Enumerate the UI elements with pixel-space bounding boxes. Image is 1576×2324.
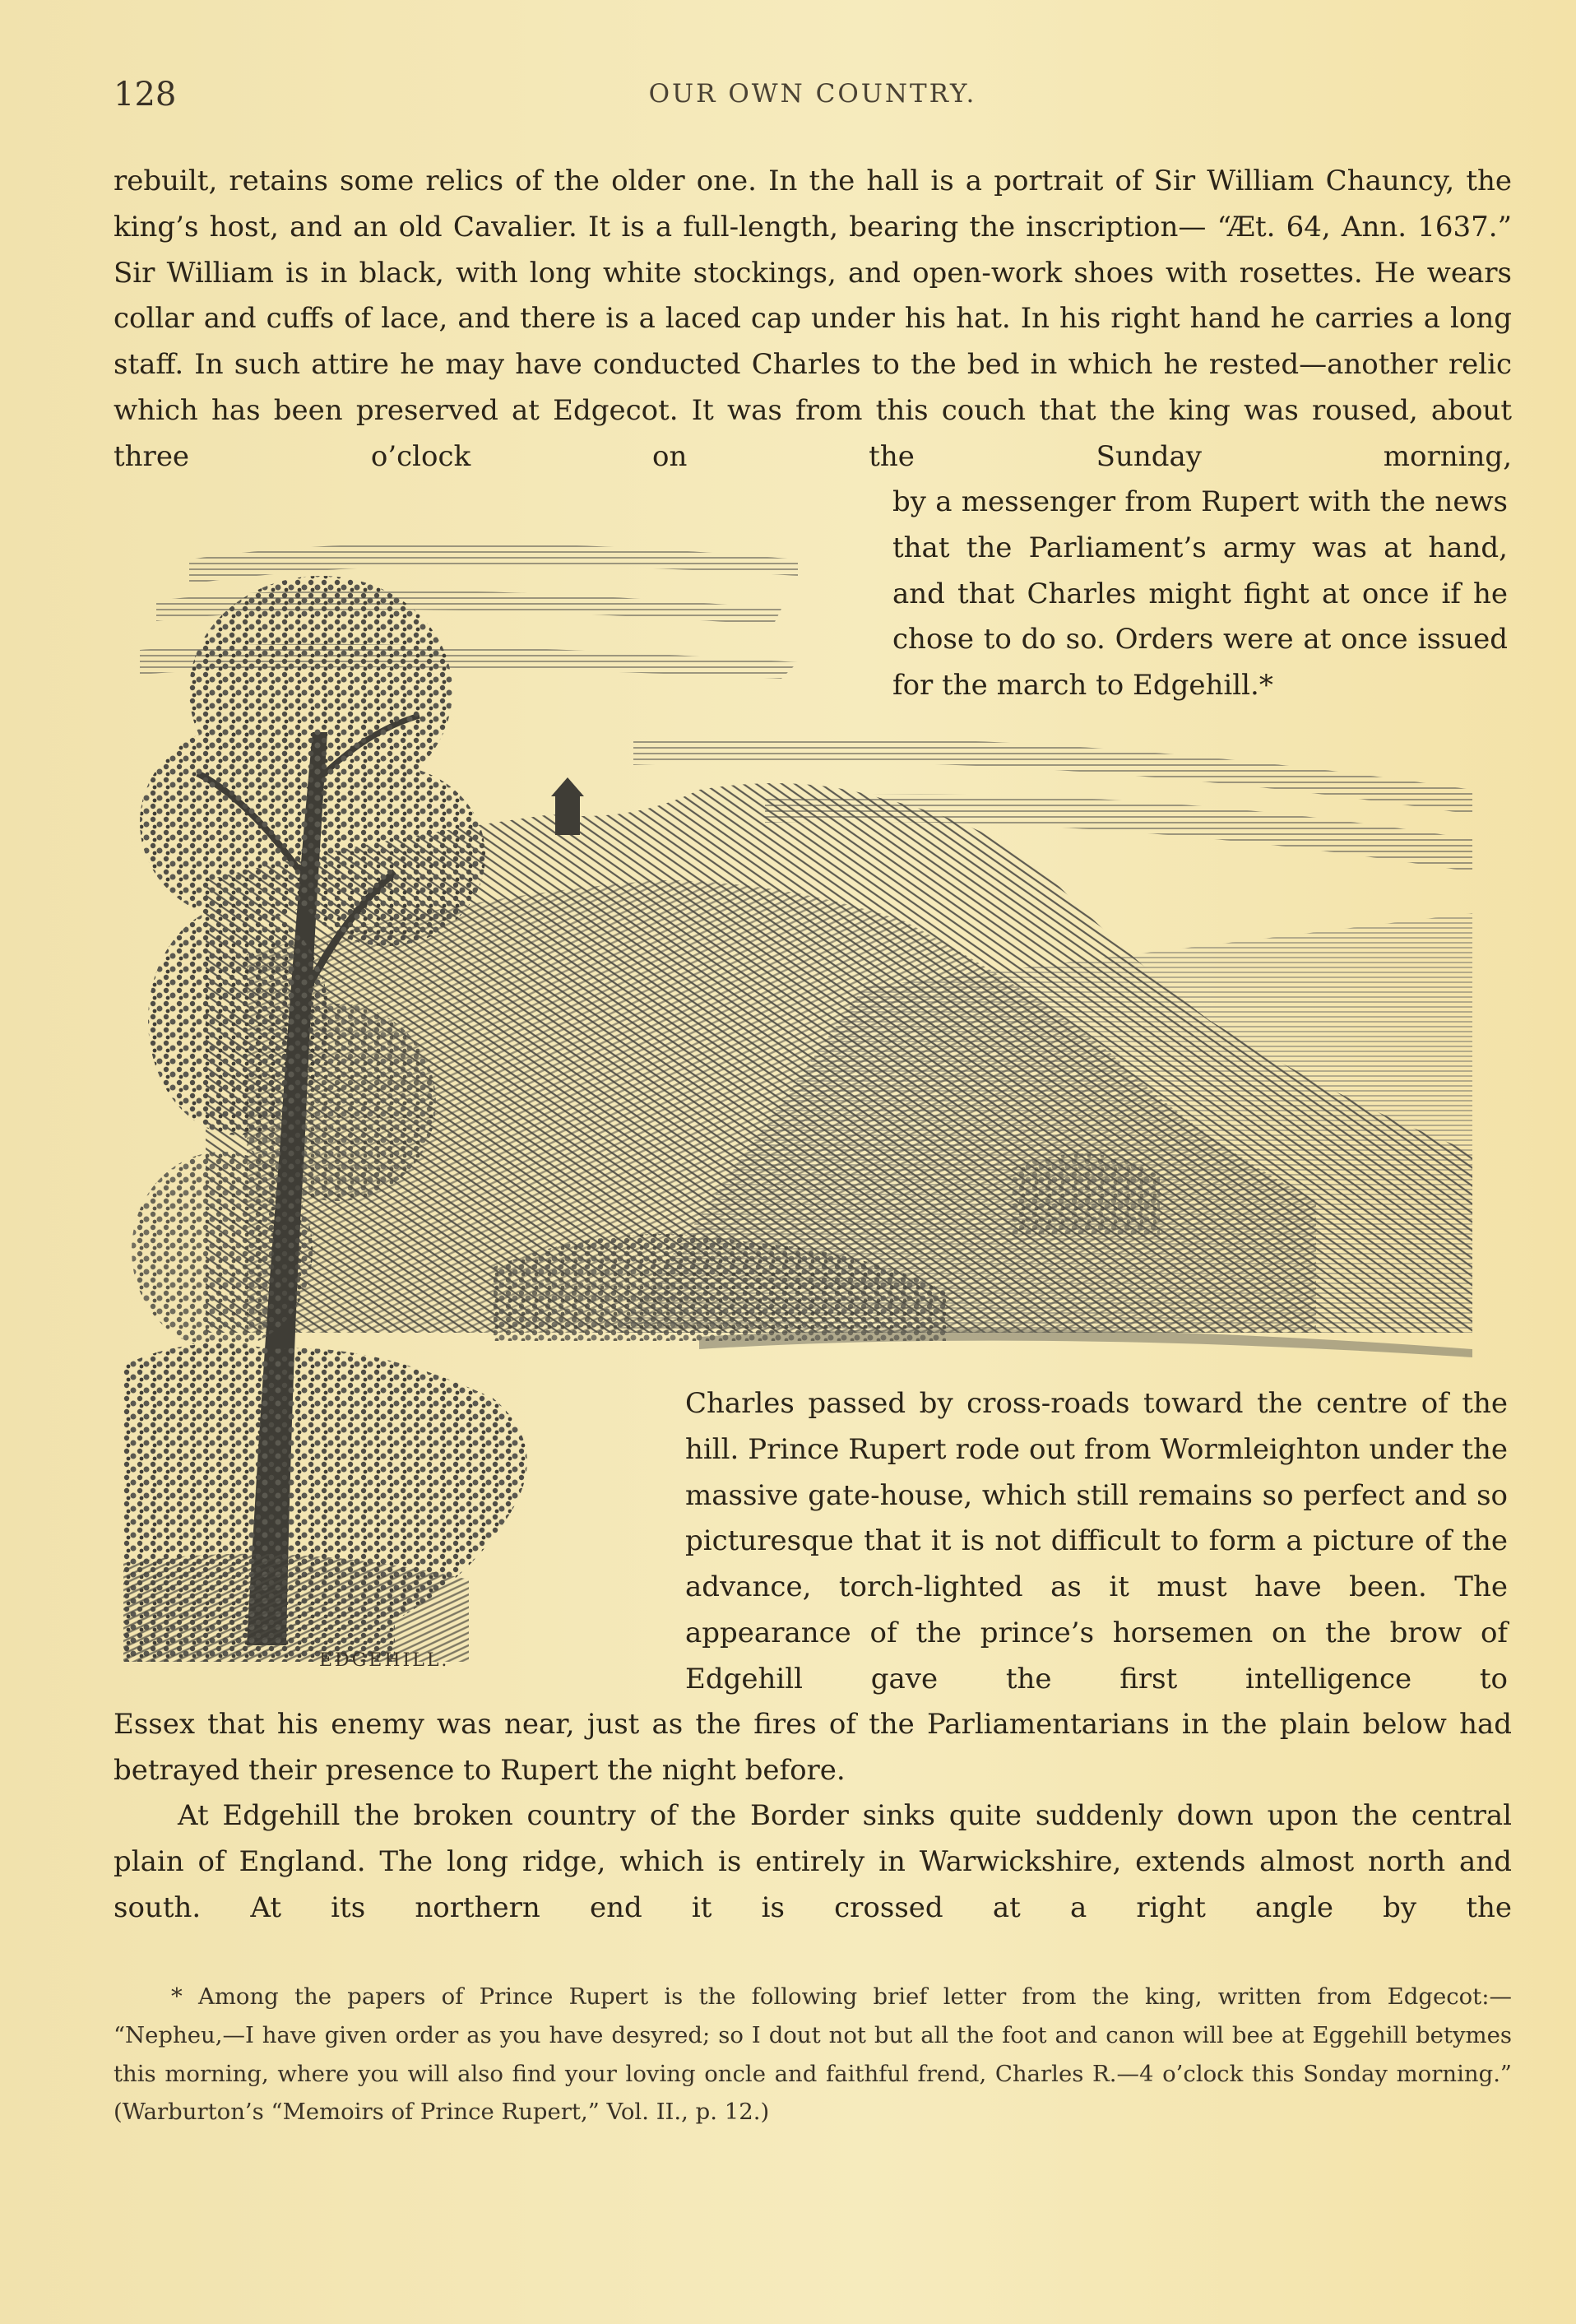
footnote-line-1: * Among the papers of Prince Rupert is the following brief letter from the king, written from Edgecot:—: [171, 1983, 1512, 2010]
footnote-body: “Nepheu,—I have given order as you have desyred; so I dout not but all the foot and canon will bee at Eggehill betymes this morning, where you will also find your loving oncle and faithful frend, Charles R.—4 o’clock this Sonday morning.” (Warburton’s “Memoirs of Prince Rupert,” Vol. II., p. 12.): [114, 2022, 1512, 2125]
page-number: 128: [114, 76, 177, 114]
figure-caption: EDGEHILL.: [319, 1650, 450, 1671]
tower-icon: [551, 777, 584, 835]
paragraph-right-of-figure: by a messenger from Rupert with the news that the Parliament’s army was at hand, and that Charles might fight at once if he chose to do so. Orders were at once issued for the march to Edgehill.*: [892, 485, 1508, 703]
paragraph-right-of-figure-lower: Charles passed by cross-roads toward the centre of the hill. Prince Rupert rode out from Wormleighton under the massive gate-house, which still remains so perfect and so picturesque that it is not difficult to form a picture of the advance, torch-lighted as it must have been. The appearance of the prince’s horsemen on the brow of Edgehill gave the first intelligence to: [685, 1387, 1508, 1695]
paragraph-top: rebuilt, retains some relics of the older one. In the hall is a portrait of Sir William Chauncy, the king’s host, and an old Cavalier. It is a full-length, bearing the inscription— “Æt. 64, Ann. 1637.” Sir William is in black, with long white stockings, and open-work shoes with rosettes. He wears collar and cuffs of lace, and there is a laced cap under his hat. In his right hand he carries a long staff. In such attire he may have conducted Charles to the bed in which he rested—another relic which has been preserved at Edgecot. It was from this couch that the king was roused, about three o’clock on the Sunday morning,: [114, 165, 1512, 473]
paragraph-continuation: Essex that his enemy was near, just as the fires of the Parliamentarians in the plain below had betrayed their presence to Rupert the night before.: [114, 1708, 1512, 1787]
running-title: OUR OWN COUNTRY.: [648, 79, 977, 109]
paragraph-edgehill: At Edgehill the broken country of the Border sinks quite suddenly down upon the central plain of England. The long ridge, which is entirely in Warwickshire, extends almost north and south. At its northern end it is crossed at a right angle by the: [114, 1799, 1512, 1924]
running-head: [114, 76, 1512, 117]
